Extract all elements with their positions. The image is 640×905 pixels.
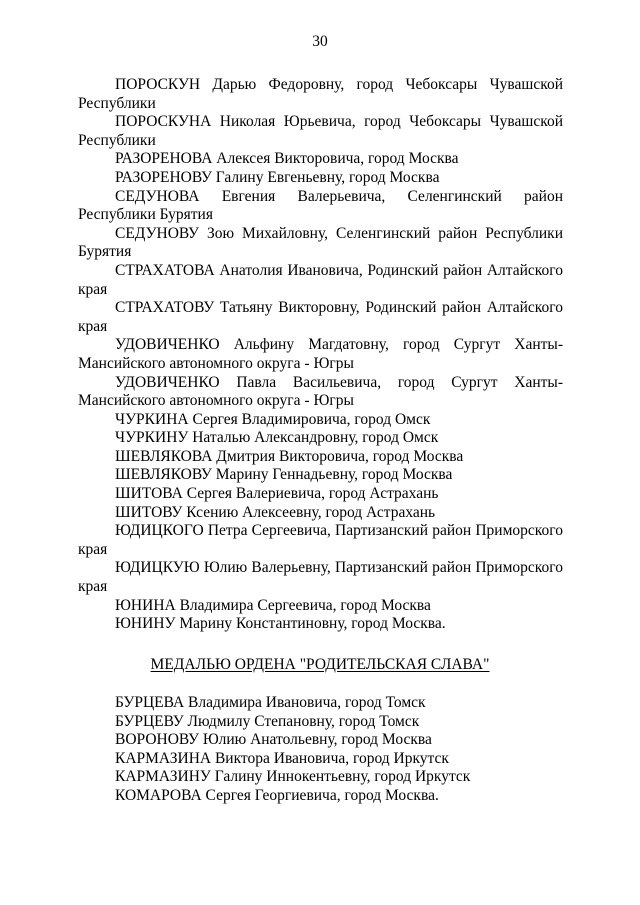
list-item: УДОВИЧЕНКО Альфину Магдатовну, город Сургут Ханты-Мансийского автономного округа - Югры xyxy=(78,336,563,372)
list-item: СЕДУНОВА Евгения Валерьевича, Селенгинский район Республики Бурятия xyxy=(78,187,563,224)
list-item: БУРЦЕВУ Людмилу Степановну, город Томск xyxy=(115,712,420,730)
list-item: ПОРОСКУНА Николая Юрьевича, город Чебоксары Чувашской Республики xyxy=(78,113,563,149)
list-item: ЮНИНУ Марину Константиновну, город Москва. xyxy=(115,615,446,633)
list-item: СЕДУНОВУ Зою Михайловну, Селенгинский район Республики Бурятия xyxy=(78,224,563,261)
list-item: ШЕВЛЯКОВУ Марину Геннадьевну, город Москва xyxy=(115,466,453,484)
list-item: РАЗОРЕНОВА Алексея Викторовича, город Москва xyxy=(115,150,459,168)
list-item: ШИТОВА Сергея Валериевича, город Астрахань xyxy=(115,485,439,503)
list-item: ВОРОНОВУ Юлию Анатольевну, город Москва xyxy=(115,731,432,749)
section-heading xyxy=(0,656,640,675)
list-item: ШИТОВУ Ксению Алексеевну, город Астрахань xyxy=(115,503,436,521)
list-item: УДОВИЧЕНКО Павла Васильевича, город Сургут Ханты-Мансийского автономного округа - Югры xyxy=(78,373,563,410)
list-item: ШЕВЛЯКОВА Дмитрия Викторовича, город Москва xyxy=(115,447,464,465)
list-item: СТРАХАТОВА Анатолия Ивановича, Родинский район Алтайского края xyxy=(78,261,563,298)
list-item: ЧУРКИНУ Наталью Александровну, город Омск xyxy=(115,429,439,447)
list-item: ЮНИНА Владимира Сергеевича, город Москва xyxy=(115,596,431,614)
list-item: КАРМАЗИНА Виктора Ивановича, город Иркутск xyxy=(115,749,449,767)
list-item: ЧУРКИНА Сергея Владимировича, город Омск xyxy=(115,410,431,428)
page-number: 30 xyxy=(312,33,328,50)
medal-recipient-list xyxy=(78,694,563,806)
list-item: ПОРОСКУН Дарью Федоровну, город Чебоксары Чувашской Республики xyxy=(78,76,563,112)
section-heading-text: МЕДАЛЬЮ ОРДЕНА "РОДИТЕЛЬСКАЯ СЛАВА" xyxy=(150,656,490,673)
list-item: КОМАРОВА Сергея Георгиевича, город Москва. xyxy=(115,786,439,804)
list-item: КАРМАЗИНУ Галину Иннокентьевну, город Иркутск xyxy=(115,768,471,786)
award-recipient-list xyxy=(78,76,563,634)
list-item: СТРАХАТОВУ Татьяну Викторовну, Родинский район Алтайского края xyxy=(78,299,563,335)
list-item: ЮДИЦКОГО Петра Сергеевича, Партизанский район Приморского края xyxy=(78,522,563,558)
list-item: РАЗОРЕНОВУ Галину Евгеньевну, город Москва xyxy=(115,168,440,186)
list-item: БУРЦЕВА Владимира Ивановича, город Томск xyxy=(115,694,426,711)
list-item: ЮДИЦКУЮ Юлию Валерьевну, Партизанский район Приморского края xyxy=(78,559,563,596)
